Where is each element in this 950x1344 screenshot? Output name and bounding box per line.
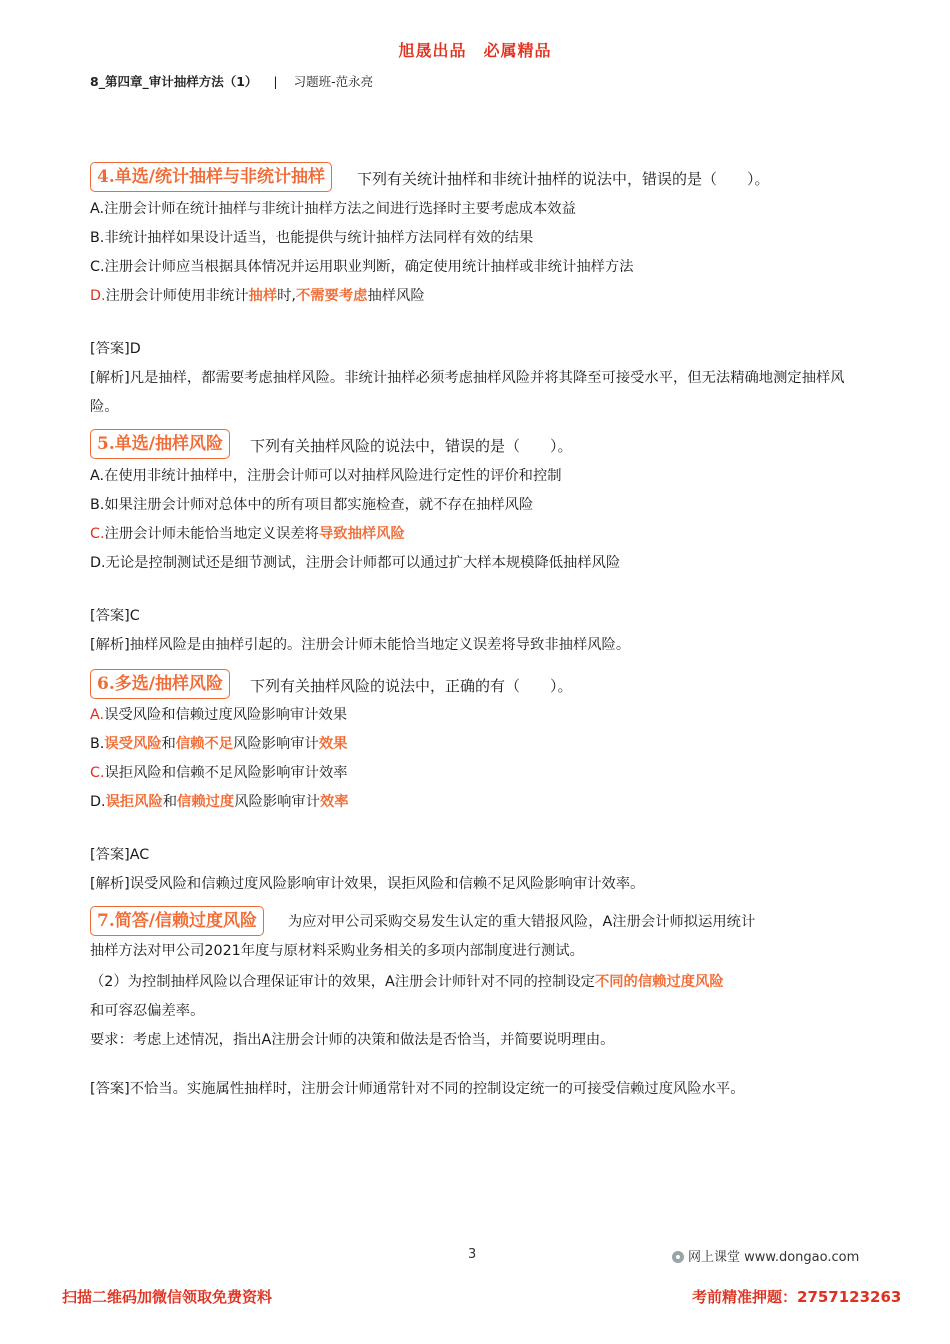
q7-stem-line-2: 抽样方法对甲公司2021年度与原材料采购业务相关的多项内部制度进行测试。	[90, 943, 584, 959]
q5-c-highlight: 导致抽样风险	[318, 526, 405, 542]
site-footer	[672, 1246, 859, 1265]
q7-header	[90, 906, 264, 936]
q6-b-highlight-1: 误受风险	[104, 736, 162, 752]
q4-stem: 下列有关统计抽样和非统计抽样的说法中，错误的是（ ）。	[357, 170, 770, 188]
page-number: 3	[468, 1247, 477, 1262]
q5-stem: 下列有关抽样风险的说法中，错误的是（ ）。	[250, 437, 573, 455]
q6-d-highlight-1: 误拒风险	[105, 794, 163, 810]
q7-para2-line-1	[90, 968, 724, 997]
footer-left-promo: 扫描二维码加微信领取免费资料	[62, 1288, 273, 1306]
q6-d-text-1: 和	[162, 794, 178, 810]
q6-c-text: 误拒风险和信赖不足风险影响审计效率	[104, 765, 348, 781]
q4-option-b: B.非统计抽样如果设计适当，也能提供与统计抽样方法同样有效的结果	[90, 230, 534, 246]
q4-d-highlight-1: 抽样	[248, 288, 278, 304]
q5-tag: 5.单选/抽样风险	[90, 429, 230, 459]
q6-option-a	[90, 701, 347, 730]
q6-analysis: [解析]误受风险和信赖过度风险影响审计效果，误拒风险和信赖不足风险影响审计效率。	[90, 876, 645, 892]
q5-header	[90, 429, 230, 459]
q6-d-letter: D.	[90, 794, 106, 810]
q6-option-b	[90, 730, 347, 759]
q6-d-text-2: 风险影响审计	[234, 794, 321, 810]
q5-option-c	[90, 520, 405, 549]
q6-header	[90, 669, 230, 699]
q4-d-letter: D.	[90, 288, 106, 304]
q7-para2-text: （2）为控制抽样风险以合理保证审计的效果，A注册会计师针对不同的控制设定	[90, 974, 595, 990]
q7-para2-line-2: 和可容忍偏差率。	[90, 1003, 205, 1019]
q4-option-a: A.注册会计师在统计抽样与非统计抽样方法之间进行选择时主要考虑成本效益	[90, 201, 576, 217]
q6-b-text-2: 风险影响审计	[233, 736, 319, 752]
chapter-title: 8_第四章_审计抽样方法（1）	[90, 74, 258, 89]
q6-answer: [答案]AC	[90, 847, 150, 863]
q4-d-text-1: 注册会计师使用非统计	[105, 288, 249, 304]
q6-c-letter: C.	[90, 765, 105, 781]
q5-analysis: [解析]抽样风险是由抽样引起的。注册会计师未能恰当地定义误差将导致非抽样风险。	[90, 637, 631, 653]
q6-stem: 下列有关抽样风险的说法中，正确的有（ ）。	[250, 677, 573, 695]
q5-answer: [答案]C	[90, 608, 140, 624]
q6-option-d	[90, 788, 349, 817]
q6-tag: 6.多选/抽样风险	[90, 669, 230, 699]
q4-tag: 4.单选/统计抽样与非统计抽样	[90, 162, 332, 192]
header-brand: 旭晟出品 必属精品	[398, 41, 552, 60]
header-breadcrumb	[90, 72, 373, 90]
dongao-logo-icon	[672, 1251, 684, 1263]
q6-b-text-1: 和	[161, 736, 176, 752]
q6-b-highlight-3: 效果	[318, 736, 348, 752]
footer-right-promo: 考前精准押题：2757123263	[692, 1288, 902, 1306]
q7-requirement: 要求：考虑上述情况，指出A注册会计师的决策和做法是否恰当，并简要说明理由。	[90, 1032, 615, 1048]
q6-d-highlight-3: 效率	[320, 794, 349, 810]
q5-option-d: D.无论是控制测试还是细节测试，注册会计师都可以通过扩大样本规模降低抽样风险	[90, 555, 621, 571]
q7-answer: [答案]不恰当。实施属性抽样时，注册会计师通常针对不同的控制设定统一的可接受信赖过度风险水平。	[90, 1081, 745, 1097]
q7-stem-line-1: 为应对甲公司采购交易发生认定的重大错报风险，A注册会计师拟运用统计	[288, 914, 756, 930]
q6-d-highlight-2: 信赖过度	[177, 794, 235, 810]
q7-para2-highlight: 不同的信赖过度风险	[594, 974, 724, 990]
q5-option-b: B.如果注册会计师对总体中的所有项目都实施检查，就不存在抽样风险	[90, 497, 534, 513]
q4-d-highlight-2: 不需要考虑	[295, 288, 368, 304]
q4-d-text-2: 时,	[277, 288, 296, 304]
breadcrumb-separator: |	[273, 74, 278, 89]
q4-d-text-3: 抽样风险	[367, 288, 425, 304]
q6-option-c	[90, 759, 348, 788]
q4-option-c: C.注册会计师应当根据具体情况并运用职业判断，确定使用统计抽样或非统计抽样方法	[90, 259, 634, 275]
q5-option-a: A.在使用非统计抽样中，注册会计师可以对抽样风险进行定性的评价和控制	[90, 468, 562, 484]
q6-b-letter: B.	[90, 736, 105, 752]
q4-header	[90, 162, 332, 192]
q7-tag: 7.简答/信赖过度风险	[90, 906, 264, 936]
q4-analysis: [解析]凡是抽样，都需要考虑抽样风险。非统计抽样必须考虑抽样风险并将其降至可接受水平，但无法精确地测定抽样风险。	[90, 370, 845, 415]
q6-b-highlight-2: 信赖不足	[175, 736, 234, 752]
q5-c-letter: C.	[90, 526, 105, 542]
q6-a-letter: A.	[90, 707, 105, 723]
teacher-name: 习题班-范永亮	[293, 74, 374, 89]
site-footer-text: 网上课堂 www.dongao.com	[688, 1250, 860, 1265]
q6-a-text: 误受风险和信赖过度风险影响审计效果	[104, 707, 348, 723]
q4-answer: [答案]D	[90, 341, 141, 357]
q4-option-d	[90, 282, 425, 311]
q5-c-text: 注册会计师未能恰当地定义误差将	[104, 526, 319, 542]
